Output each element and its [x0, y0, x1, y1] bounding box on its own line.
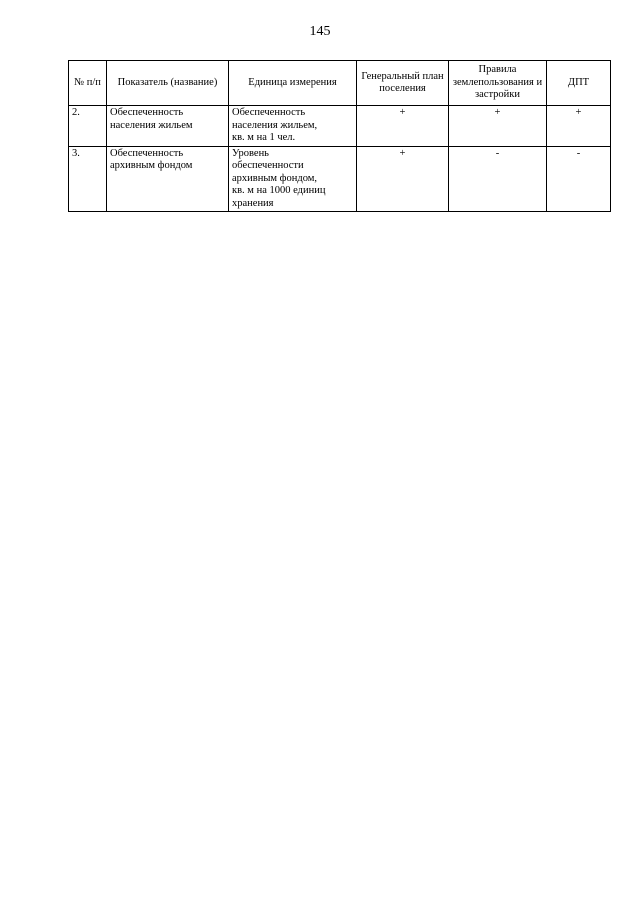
- row-indicator: Обеспеченность архивным фондом: [107, 146, 229, 212]
- header-number: № п/п: [69, 61, 107, 106]
- row-number: 2.: [69, 106, 107, 147]
- row-unit-line: населения жильем,: [232, 119, 318, 131]
- header-dpt: ДПТ: [547, 61, 611, 106]
- header-unit: Единица измерения: [229, 61, 357, 106]
- table-row: [69, 106, 611, 147]
- table-header-row: [69, 61, 611, 106]
- row-rules-mark: -: [449, 146, 547, 212]
- table-row: [69, 146, 611, 212]
- row-unit: [229, 106, 357, 147]
- row-unit-line: Уровень: [232, 147, 269, 159]
- row-unit-line: кв. м на 1 чел.: [232, 132, 296, 143]
- row-indicator: Обеспеченность населения жильем: [107, 106, 229, 147]
- row-number: 3.: [69, 146, 107, 212]
- header-land-use-rules: Правила землепользования и застройки: [449, 61, 547, 106]
- row-unit-line: обеспеченности: [232, 160, 304, 171]
- header-general-plan: Генеральный план поселения: [357, 61, 449, 106]
- row-rules-mark: +: [449, 106, 547, 147]
- row-unit-line: кв. м на 1000 единиц: [232, 185, 326, 196]
- row-unit: [229, 146, 357, 212]
- row-unit-line: хранения: [232, 197, 274, 209]
- row-unit-line: архивным фондом,: [232, 172, 318, 184]
- row-dpt-mark: -: [547, 146, 611, 212]
- row-general-plan-mark: +: [357, 106, 449, 147]
- page-number: 145: [309, 24, 331, 39]
- indicators-table: [68, 60, 611, 212]
- row-general-plan-mark: +: [357, 146, 449, 212]
- row-dpt-mark: +: [547, 106, 611, 147]
- row-unit-line: Обеспеченность: [232, 107, 306, 118]
- header-indicator: Показатель (название): [107, 61, 229, 106]
